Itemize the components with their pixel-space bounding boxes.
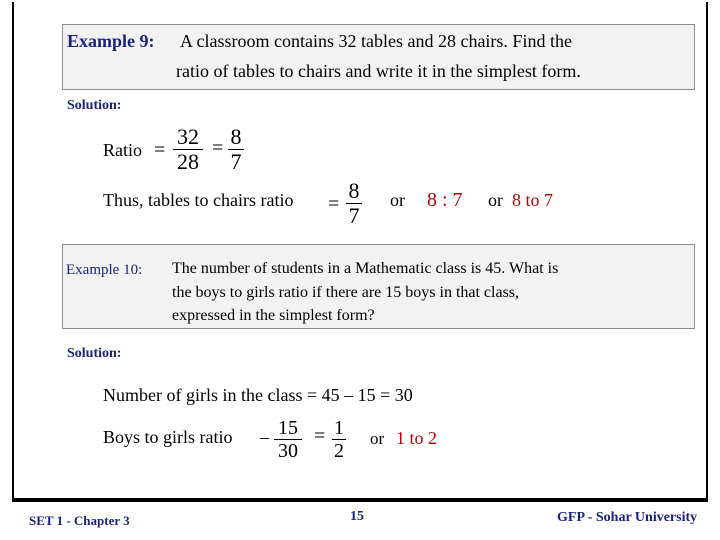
- example-9-label: Example 9:: [67, 31, 155, 51]
- footer-university: GFP - Sohar University: [557, 510, 698, 525]
- fraction-8-7-result: [346, 180, 362, 227]
- ratio-colon-answer: 8 : 7: [427, 189, 463, 211]
- footer-chapter: SET 1 - Chapter 3: [29, 513, 130, 528]
- girls-calculation: Number of girls in the class = 45 – 15 = 30: [103, 385, 413, 405]
- fraction-denominator: 7: [348, 203, 360, 228]
- fraction-denominator: 28: [177, 149, 199, 174]
- fraction-1-2: [332, 418, 346, 461]
- answer-1-to-2: 1 to 2: [396, 428, 438, 448]
- fraction-numerator: 8: [348, 178, 360, 203]
- fraction-numerator: 8: [230, 124, 242, 149]
- example-9-line-1: A classroom contains 32 tables and 28 chairs. Find the: [180, 31, 572, 51]
- boys-to-girls-text: Boys to girls ratio: [103, 427, 233, 447]
- or-text: or: [488, 190, 503, 210]
- ratio-label: Ratio: [103, 140, 142, 160]
- example-10-line-1: The number of students in a Mathematic class is 45. What is: [172, 260, 559, 277]
- solution-1-label: Solution:: [67, 98, 122, 113]
- fraction-15-30: [274, 418, 302, 461]
- fraction-numerator: 1: [334, 417, 344, 439]
- equals-sign: =: [314, 425, 326, 447]
- fraction-denominator: 7: [230, 149, 242, 174]
- equals-sign: =: [328, 193, 340, 215]
- example-9-line-2: ratio of tables to chairs and write it in the simplest form.: [176, 61, 581, 81]
- example-10-line-2: the boys to girls ratio if there are 15 boys in that class,: [172, 284, 520, 301]
- fraction-32-28: [173, 126, 203, 173]
- ratio-words-answer: 8 to 7: [512, 190, 554, 210]
- equals-sign: =: [154, 139, 166, 161]
- fraction-numerator: 32: [177, 124, 199, 149]
- or-text: or: [390, 190, 405, 210]
- or-text: or: [370, 429, 385, 448]
- thus-text: Thus, tables to chairs ratio: [103, 190, 294, 210]
- example-10-line-3: expressed in the simplest form?: [172, 307, 375, 324]
- dash-sign: –: [260, 427, 269, 447]
- equals-sign: =: [212, 137, 224, 159]
- fraction-denominator: 2: [334, 440, 344, 462]
- fraction-numerator: 15: [278, 417, 298, 439]
- solution-2-label: Solution:: [67, 346, 122, 361]
- fraction-8-7: [228, 126, 244, 173]
- fraction-denominator: 30: [278, 440, 298, 462]
- example-10-label: Example 10:: [66, 262, 143, 278]
- page-number: 15: [350, 509, 364, 524]
